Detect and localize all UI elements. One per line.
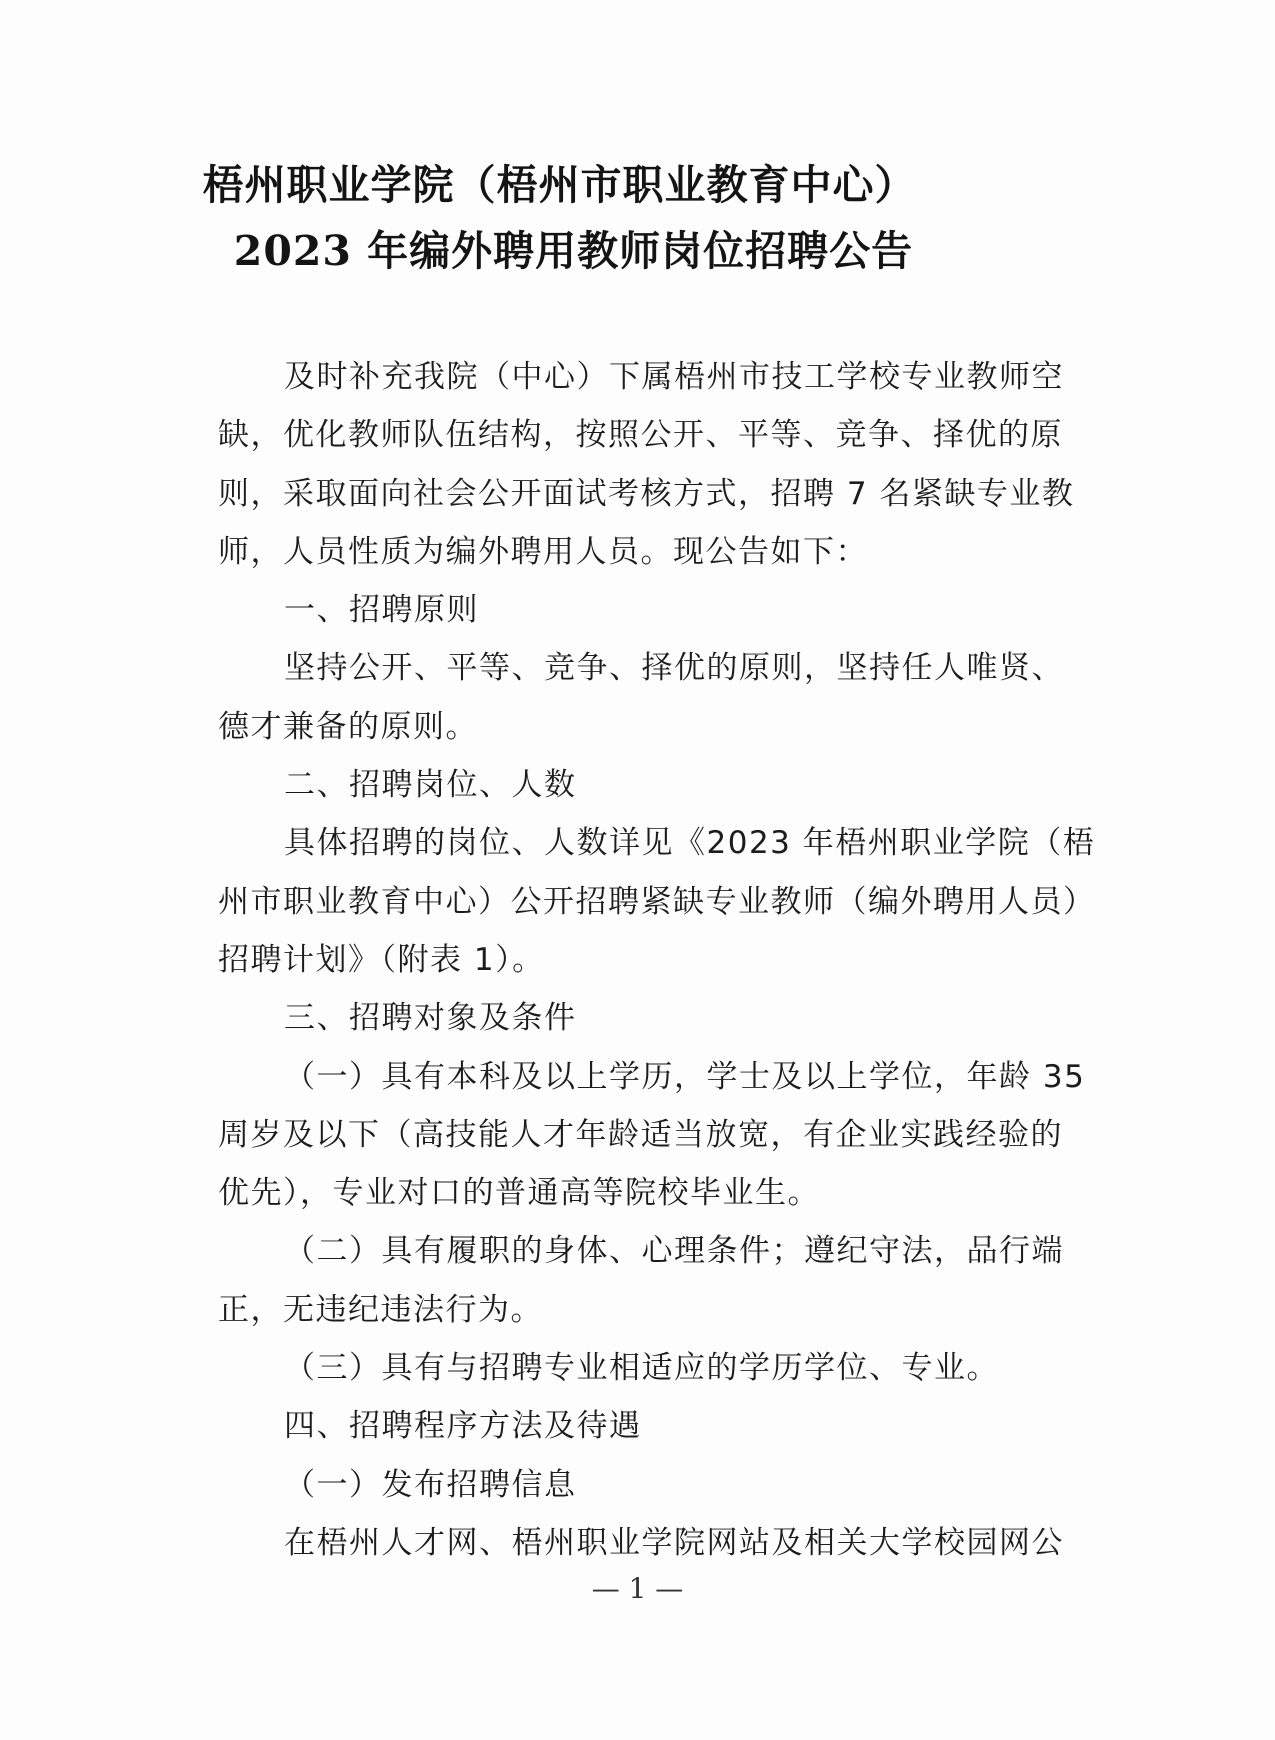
document-title-line-2: 2023 年编外聘用教师岗位招聘公告 [233, 227, 914, 275]
paragraph-line: （一）具有本科及以上学历，学士及以上学位，年龄 35 [284, 1058, 1086, 1095]
paragraph-line: 在梧州人才网、梧州职业学院网站及相关大学校园网公 [284, 1524, 1064, 1561]
paragraph-line: 招聘计划》（附表 1）。 [218, 941, 545, 978]
paragraph-line: 则，采取面向社会公开面试考核方式，招聘 7 名紧缺专业教 [218, 475, 1075, 512]
paragraph-line: 坚持公开、平等、竞争、择优的原则，坚持任人唯贤、 [284, 650, 1064, 687]
paragraph-line: 具体招聘的岗位、人数详见《2023 年梧州职业学院（梧 [284, 825, 1096, 862]
page-number: — 1 — [591, 1572, 684, 1605]
paragraph-line: 正，无违纪违法行为。 [218, 1291, 543, 1328]
subsection-heading: （一）发布招聘信息 [284, 1466, 577, 1503]
paragraph-line: 周岁及以下（高技能人才年龄适当放宽，有企业实践经验的 [218, 1116, 1063, 1153]
paragraph-line: 缺，优化教师队伍结构，按照公开、平等、竞争、择优的原 [218, 417, 1063, 454]
section-heading: 一、招聘原则 [284, 592, 479, 629]
paragraph-line: 及时补充我院（中心）下属梧州市技工学校专业教师空 [284, 359, 1064, 395]
section-heading: 二、招聘岗位、人数 [284, 767, 577, 804]
paragraph-line: 州市职业教育中心）公开招聘紧缺专业教师（编外聘用人员） [218, 883, 1096, 920]
paragraph-line: 优先），专业对口的普通高等院校毕业生。 [218, 1175, 820, 1212]
paragraph-line: （三）具有与招聘专业相适应的学历学位、专业。 [284, 1350, 999, 1387]
paragraph-line: 师，人员性质为编外聘用人员。现公告如下： [218, 533, 868, 570]
document-body [218, 348, 1096, 1572]
paragraph-line: （二）具有履职的身体、心理条件；遵纪守法，品行端 [284, 1233, 1064, 1270]
section-heading: 四、招聘程序方法及待遇 [284, 1408, 642, 1445]
section-heading: 三、招聘对象及条件 [284, 1000, 577, 1037]
paragraph-line: 德才兼备的原则。 [218, 708, 478, 745]
document-title-line-1: 梧州职业学院（梧州市职业教育中心） [202, 161, 917, 209]
